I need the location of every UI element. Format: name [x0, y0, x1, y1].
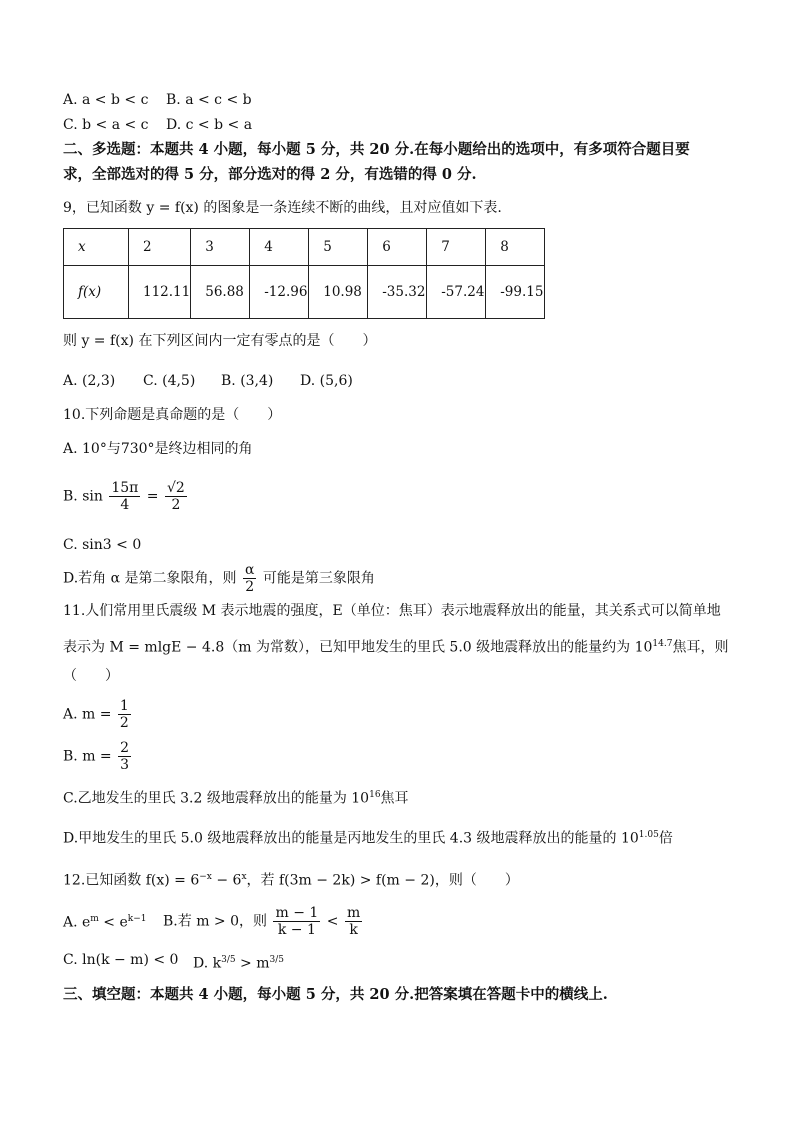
- q12-stem-a: 12.已知函数 f(x) = 6: [63, 872, 200, 889]
- q10-b-prefix: B. sin: [63, 488, 103, 505]
- q11-b-prefix: B. m =: [63, 748, 112, 765]
- superscript: 1.05: [638, 830, 659, 840]
- q8-option-b: B. a < c < b: [166, 92, 252, 108]
- q10-option-d: [63, 562, 375, 595]
- fraction: [118, 740, 131, 773]
- q11-option-d: [63, 825, 673, 849]
- q9-option: C. (4,5): [143, 373, 196, 389]
- q12-a-text: A. e: [63, 914, 91, 931]
- q12-a-mid: < e: [98, 914, 128, 931]
- superscript: −x: [199, 872, 212, 882]
- q12-stem-b: − 6: [211, 872, 242, 889]
- fraction: [273, 905, 320, 938]
- fraction-denominator: k − 1: [277, 922, 316, 938]
- q10-d-suffix: 可能是第三象限角: [262, 570, 375, 587]
- q11-option-b: [63, 740, 133, 773]
- q11-line1: 11.人们常用里氏震级 M 表示地震的强度，E（单位：焦耳）表示地震释放出的能量，其关系式可以简单地: [63, 603, 721, 619]
- fraction: [118, 698, 131, 731]
- q8-option-d: D. c < b < a: [166, 117, 253, 133]
- section3-heading: 三、填空题：本题共 4 小题，每小题 5 分，共 20 分.把答案填在答题卡中的横线上.: [63, 986, 608, 1003]
- superscript: 16: [369, 790, 381, 800]
- q12-d-text: D. k: [193, 955, 222, 972]
- fraction-denominator: k: [349, 922, 358, 938]
- table-row: [64, 229, 545, 266]
- q9-option: A. (2,3): [63, 373, 116, 389]
- q11-option-c: [63, 785, 409, 809]
- fraction: [109, 480, 140, 513]
- fraction-numerator: α: [244, 562, 255, 578]
- table-cell: -57.24: [427, 266, 486, 319]
- q9-question: 则 y = f(x) 在下列区间内一定有零点的是（ ）: [63, 333, 377, 349]
- table-cell: 8: [486, 229, 545, 266]
- fraction: [345, 905, 362, 938]
- fraction-denominator: 2: [119, 715, 129, 731]
- q8-option-c: C. b < a < c: [63, 117, 149, 133]
- q9-option: D. (5,6): [300, 373, 353, 389]
- q11-line2-text: 表示为 M = mlgE − 4.8（m 为常数），已知甲地发生的里氏 5.0 级地震释放出的能量约为 10: [63, 639, 653, 656]
- fraction-denominator: 3: [120, 757, 130, 773]
- q12-option-a: [63, 909, 147, 933]
- fraction-numerator: m − 1: [275, 905, 319, 921]
- q11-c-end: 焦耳: [380, 790, 409, 807]
- table-cell: 6: [368, 229, 427, 266]
- superscript: 3/5: [221, 955, 236, 965]
- table-cell: 56.88: [191, 266, 250, 319]
- table-cell: 112.11: [129, 266, 191, 319]
- fraction-denominator: 2: [171, 497, 181, 513]
- q11-option-a: [63, 698, 133, 731]
- q12-option-d: [193, 950, 284, 974]
- q11-line2-end: 焦耳，则: [672, 639, 729, 656]
- q8-option-a: A. a < b < c: [63, 92, 149, 108]
- q9-stem: 9，已知函数 y = f(x) 的图象是一条连续不断的曲线，且对应值如下表.: [63, 200, 502, 216]
- table-cell: -99.15: [486, 266, 545, 319]
- table-cell: 7: [427, 229, 486, 266]
- table-cell: 5: [309, 229, 368, 266]
- fraction-denominator: 4: [120, 497, 130, 513]
- table-cell: 10.98: [309, 266, 368, 319]
- q12-d-mid: > m: [235, 955, 270, 972]
- q11-a-prefix: A. m =: [63, 706, 112, 723]
- q11-line3: （ ）: [63, 668, 119, 684]
- table-cell: -12.96: [250, 266, 309, 319]
- q12-option-c: C. ln(k − m) < 0: [63, 952, 179, 968]
- superscript: x: [241, 872, 247, 882]
- section2-heading-line2: 求，全部选对的得 5 分，部分选对的得 2 分，有选错的得 0 分.: [63, 166, 477, 183]
- fraction-numerator: 2: [120, 740, 130, 756]
- superscript: 3/5: [269, 955, 284, 965]
- fraction-numerator: 15π: [111, 480, 139, 496]
- table-cell: -35.32: [368, 266, 427, 319]
- table-cell: 4: [250, 229, 309, 266]
- q11-c-text: C.乙地发生的里氏 3.2 级地震释放出的能量为 10: [63, 790, 370, 807]
- q12-option-b: [163, 905, 364, 938]
- q10-option-c: C. sin3 < 0: [63, 537, 142, 553]
- fraction-numerator: √2: [166, 480, 185, 496]
- q10-d-prefix: D.若角 α 是第二象限角，则: [63, 570, 237, 587]
- q9-option: B. (3,4): [221, 373, 274, 389]
- table-cell: 2: [129, 229, 191, 266]
- q12-stem: [63, 867, 519, 891]
- section2-heading-line1: 二、多选题：本题共 4 小题，每小题 5 分，共 20 分.在每小题给出的选项中，有多项符合题目要: [63, 141, 690, 158]
- q10-option-b: [63, 480, 189, 513]
- fraction-denominator: 2: [245, 579, 255, 595]
- fraction: [243, 562, 256, 595]
- superscript: k−1: [127, 914, 147, 924]
- superscript: m: [90, 914, 99, 924]
- superscript: 14.7: [652, 639, 673, 649]
- q10-stem: 10.下列命题是真命题的是（ ）: [63, 407, 282, 423]
- table-cell-x-label: x: [64, 229, 129, 266]
- q12-stem-c: ，若 f(3m − 2k) > f(m − 2)，则（ ）: [246, 872, 519, 889]
- q10-option-a: A. 10°与730°是终边相同的角: [63, 441, 253, 457]
- fraction-numerator: m: [346, 905, 361, 921]
- equals-sign: =: [146, 488, 159, 505]
- q9-value-table: [63, 228, 545, 319]
- fraction-numerator: 1: [119, 698, 129, 714]
- q11-d-end: 倍: [658, 830, 673, 847]
- table-cell: 3: [191, 229, 250, 266]
- table-cell-fx-label: f(x): [64, 266, 129, 319]
- less-than-sign: <: [326, 913, 339, 930]
- q11-line2: [63, 634, 728, 658]
- fraction: [165, 480, 187, 513]
- q12-b-prefix: B.若 m > 0，则: [163, 913, 268, 930]
- table-row: [64, 266, 545, 319]
- q11-d-text: D.甲地发生的里氏 5.0 级地震释放出的能量是丙地发生的里氏 4.3 级地震释放出的能量的 10: [63, 830, 639, 847]
